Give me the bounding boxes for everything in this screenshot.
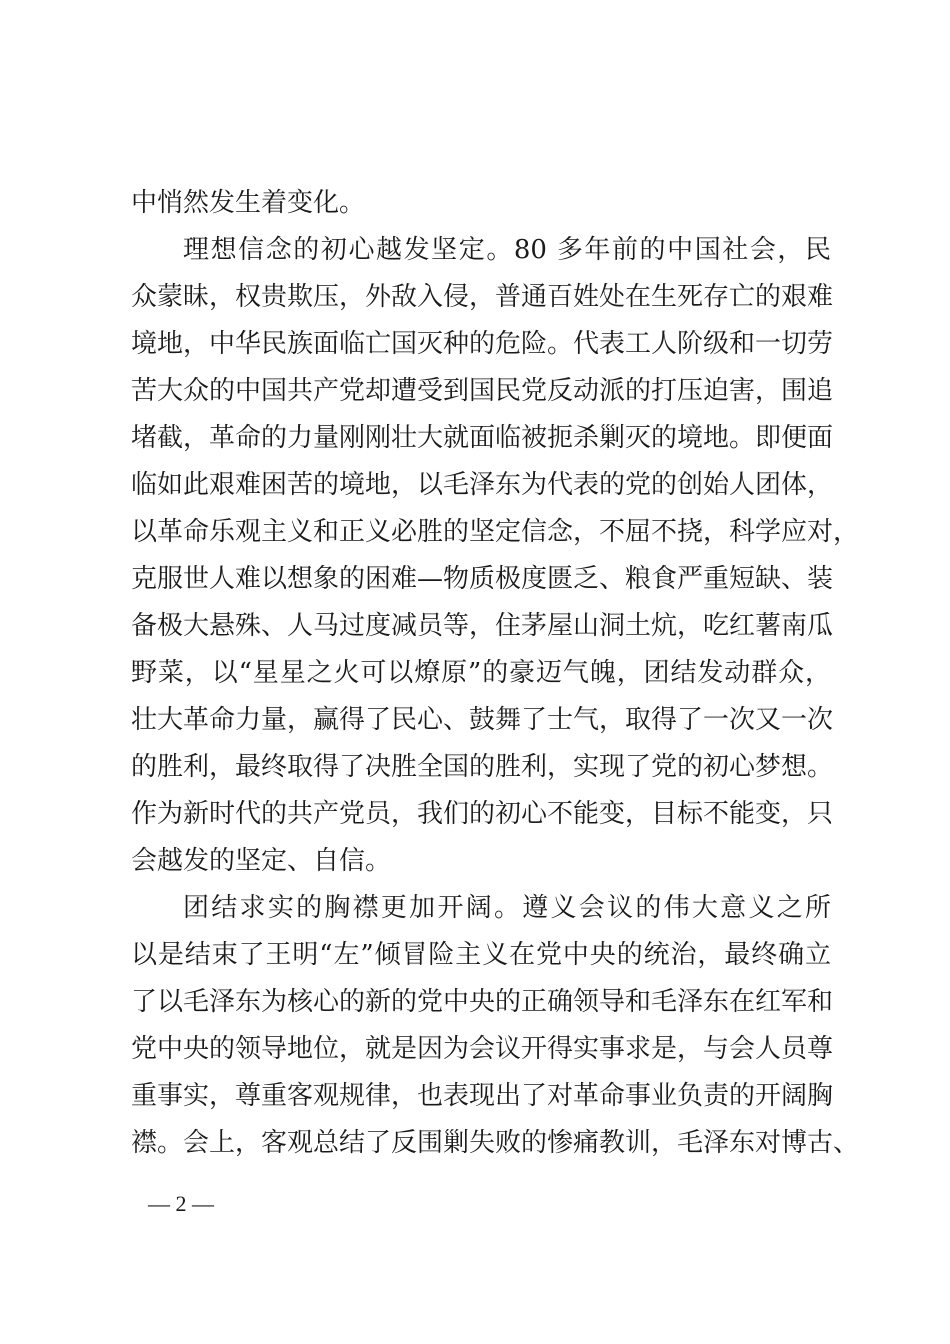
page-number: — 2 —	[148, 1191, 214, 1216]
text-line: 备极大悬殊、人马过度减员等，住茅屋山洞土炕，吃红薯南瓜	[131, 611, 834, 641]
text-line: 境地，中华民族面临亡国灭种的危险。代表工人阶级和一切劳	[131, 329, 834, 359]
text-line: 襟。会上，客观总结了反围剿失败的惨痛教训，毛泽东对博古、	[131, 1128, 860, 1158]
text-line: 党中央的领导地位，就是因为会议开得实事求是，与会人员尊	[131, 1034, 834, 1064]
text-line: 以革命乐观主义和正义必胜的坚定信念，不屈不挠，科学应对，	[131, 517, 860, 547]
text-line: 堵截，革命的力量刚刚壮大就面临被扼杀剿灭的境地。即便面	[131, 423, 834, 453]
paragraph-start-line: 团结求实的胸襟更加开阔。遵义会议的伟大意义之所	[183, 893, 831, 923]
text-line: 野菜，以“星星之火可以燎原”的豪迈气魄，团结发动群众，	[131, 658, 831, 688]
text-line: 壮大革命力量，赢得了民心、鼓舞了士气，取得了一次又一次	[131, 705, 834, 735]
text-line: 重事实，尊重客观规律，也表现出了对革命事业负责的开阔胸	[131, 1081, 834, 1111]
text-line: 以是结束了王明“左”倾冒险主义在党中央的统治，最终确立	[131, 940, 831, 970]
text-line: 众蒙昧，权贵欺压，外敌入侵，普通百姓处在生死存亡的艰难	[131, 282, 834, 312]
text-line: 克服世人难以想象的困难—物质极度匮乏、粮食严重短缺、装	[131, 564, 834, 594]
text-line: 了以毛泽东为核心的新的党中央的正确领导和毛泽东在红军和	[131, 987, 834, 1017]
text-line: 的胜利，最终取得了决胜全国的胜利，实现了党的初心梦想。	[131, 752, 834, 782]
text-line: 临如此艰难困苦的境地，以毛泽东为代表的党的创始人团体，	[131, 470, 834, 500]
text-line: 中悄然发生着变化。	[131, 188, 366, 218]
text-line: 会越发的坚定、自信。	[131, 846, 392, 876]
text-line: 苦大众的中国共产党却遭受到国民党反动派的打压迫害，围追	[131, 376, 834, 406]
paragraph-start-line: 理想信念的初心越发坚定。80 多年前的中国社会，民	[183, 235, 831, 265]
text-line: 作为新时代的共产党员，我们的初心不能变，目标不能变，只	[131, 799, 834, 829]
